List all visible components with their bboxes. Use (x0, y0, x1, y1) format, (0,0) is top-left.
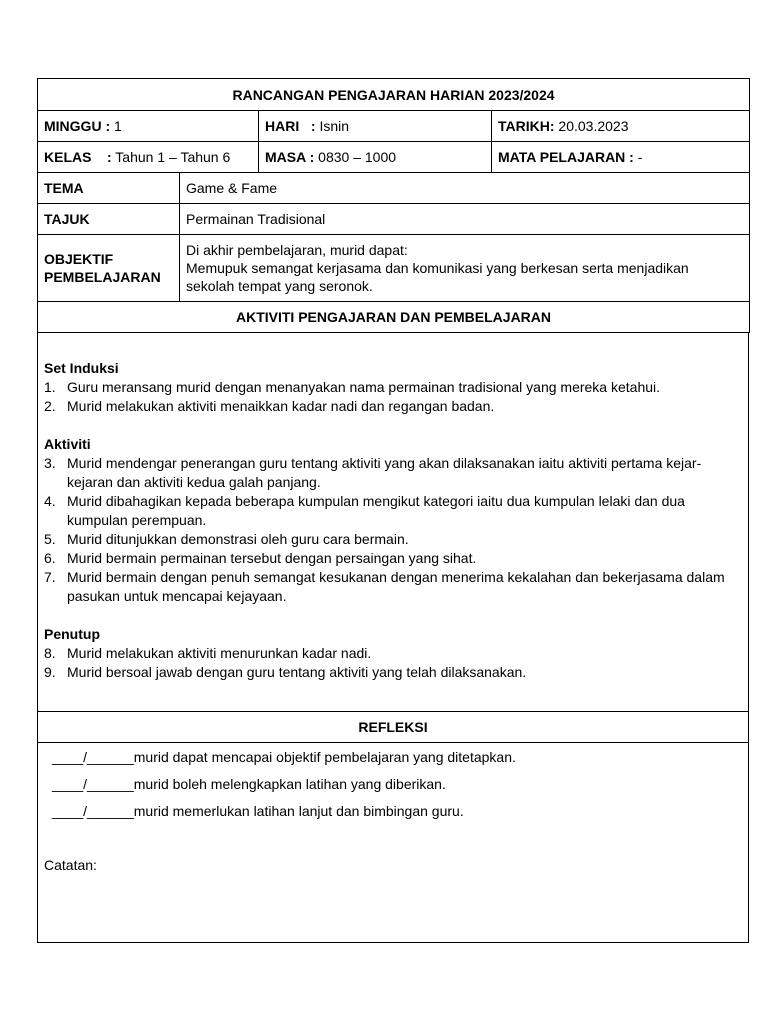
hari-value: Isnin (315, 118, 350, 134)
list-item (44, 549, 742, 568)
mata-pelajaran-cell (492, 142, 750, 173)
aktiviti-section (44, 435, 742, 606)
aktiviti-list (44, 454, 742, 606)
list-text: Murid mendengar penerangan guru tentang aktiviti yang akan dilaksanakan iaitu aktiviti pertama kejar-kejaran dan aktiviti kedua galah panjang. (67, 455, 702, 490)
list-number: 3. (44, 455, 56, 471)
list-number: 2. (44, 398, 56, 414)
penutup-list (44, 644, 742, 682)
kelas-value: Tahun 1 – Tahun 6 (111, 149, 231, 165)
hari-label: HARI : (265, 118, 316, 134)
objektif-line-3: sekolah tempat yang seronok. (186, 278, 373, 294)
objektif-line-1: Di akhir pembelajaran, murid dapat: (186, 242, 408, 258)
kelas-cell (38, 142, 259, 173)
objektif-line-2: Memupuk semangat kerjasama dan komunikasi yang berkesan serta menjadikan (186, 260, 689, 276)
objektif-label-line-2: PEMBELAJARAN (44, 269, 161, 285)
document-title: RANCANGAN PENGAJARAN HARIAN 2023/2024 (38, 79, 750, 111)
list-text: Murid bersoal jawab dengan guru tentang aktiviti yang telah dilaksanakan. (67, 664, 527, 680)
tema-label: TEMA (38, 173, 180, 204)
list-number: 1. (44, 379, 56, 395)
kelas-label: KELAS : (44, 149, 112, 165)
tarikh-value: 20.03.2023 (554, 118, 629, 134)
penutup-section (44, 625, 742, 682)
list-item (44, 663, 742, 682)
refleksi-line-3: ____/______murid memerlukan latihan lanjut dan bimbingan guru. (52, 803, 464, 819)
list-text: Murid melakukan aktiviti menaikkan kadar nadi dan regangan badan. (67, 398, 495, 414)
list-number: 6. (44, 550, 56, 566)
catatan-label: Catatan: (44, 857, 97, 873)
list-number: 7. (44, 569, 56, 585)
activities-block (37, 333, 749, 711)
objektif-label-line-1: OBJEKTIF (44, 251, 114, 267)
list-text: Murid melakukan aktiviti menurunkan kadar nadi. (67, 645, 372, 661)
list-item (44, 454, 742, 492)
masa-value: 0830 – 1000 (314, 149, 397, 165)
list-item (44, 568, 742, 606)
tajuk-value: Permainan Tradisional (180, 204, 750, 235)
tema-value: Game & Fame (180, 173, 750, 204)
aktiviti-header: AKTIVITI PENGAJARAN DAN PEMBELAJARAN (38, 302, 750, 333)
lesson-plan-sheet (37, 78, 749, 943)
mata-pelajaran-label: MATA PELAJARAN : (498, 149, 634, 165)
list-text: Murid ditunjukkan demonstrasi oleh guru cara bermain. (67, 531, 409, 547)
minggu-label: MINGGU : (44, 118, 111, 134)
refleksi-body (38, 743, 749, 943)
set-induksi-list (44, 378, 742, 416)
list-number: 9. (44, 664, 56, 680)
list-text: Murid bermain dengan penuh semangat kesukanan dengan menerima kekalahan dan bekerjasama dalam pasukan untuk mencapai kejayaan. (67, 569, 725, 604)
hari-cell (259, 111, 492, 142)
tarikh-cell (492, 111, 750, 142)
refleksi-title: REFLEKSI (38, 712, 749, 743)
list-item (44, 530, 742, 549)
objektif-value (180, 235, 750, 302)
penutup-title: Penutup (44, 626, 100, 642)
refleksi-line-1: ____/______murid dapat mencapai objektif pembelajaran yang ditetapkan. (52, 749, 516, 765)
list-item (44, 378, 742, 397)
list-text: Murid bermain permainan tersebut dengan persaingan yang sihat. (67, 550, 477, 566)
aktiviti-title: Aktiviti (44, 436, 91, 452)
set-induksi-section (44, 359, 742, 416)
masa-label: MASA : (265, 149, 315, 165)
list-number: 4. (44, 493, 56, 509)
list-text: Guru meransang murid dengan menanyakan nama permainan tradisional yang mereka ketahui. (67, 379, 661, 395)
minggu-value: 1 (110, 118, 122, 134)
minggu-cell (38, 111, 259, 142)
mata-pelajaran-value: - (633, 149, 643, 165)
tajuk-label: TAJUK (38, 204, 180, 235)
refleksi-table (37, 711, 749, 943)
list-text: Murid dibahagikan kepada beberapa kumpulan mengikut kategori iaitu dua kumpulan lelaki dan dua kumpulan perempuan. (67, 493, 685, 528)
list-item (44, 644, 742, 663)
list-number: 8. (44, 645, 56, 661)
list-item (44, 397, 742, 416)
masa-cell (259, 142, 492, 173)
lesson-plan-table (37, 78, 750, 333)
tarikh-label: TARIKH: (498, 118, 555, 134)
objektif-label (38, 235, 180, 302)
refleksi-line-2: ____/______murid boleh melengkapkan latihan yang diberikan. (52, 776, 446, 792)
list-number: 5. (44, 531, 56, 547)
list-item (44, 492, 742, 530)
set-induksi-title: Set Induksi (44, 360, 119, 376)
